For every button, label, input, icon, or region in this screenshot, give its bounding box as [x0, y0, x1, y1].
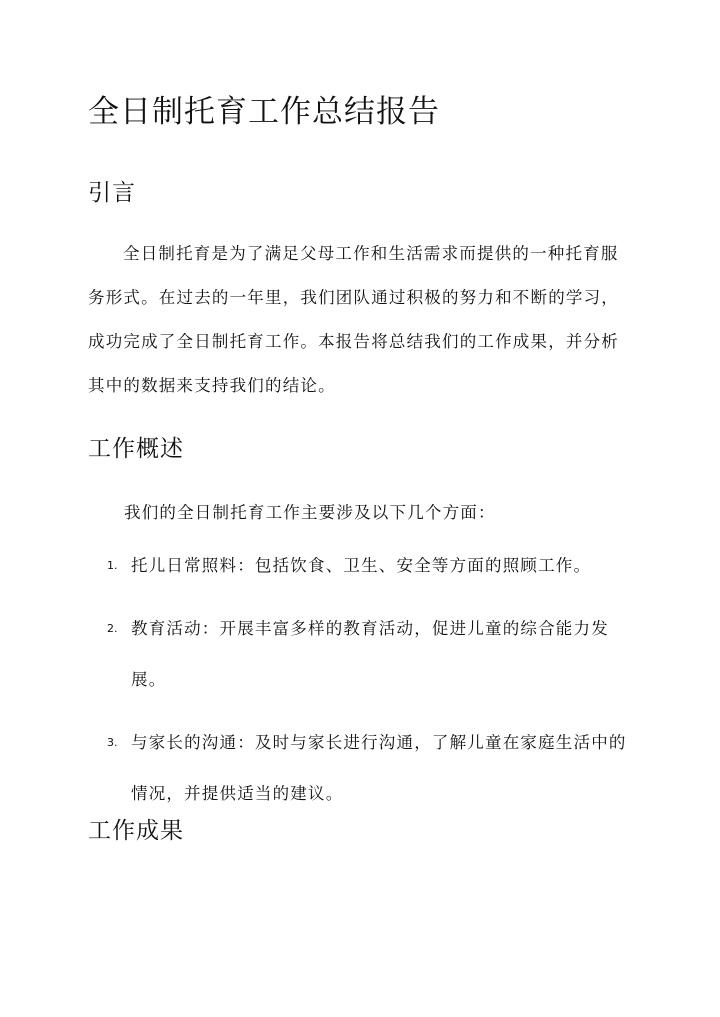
list-item-number: 2.	[107, 622, 118, 635]
list-item	[88, 603, 633, 705]
document-title: 全日制托育工作总结报告	[88, 94, 440, 130]
list-item	[88, 540, 633, 591]
list-item	[88, 717, 633, 819]
list-item-text: 教育活动：开展丰富多样的教育活动，促进儿童的综合能力发展。	[131, 619, 609, 689]
overview-list	[88, 540, 633, 831]
list-item-text: 托儿日常照料：包括饮食、卫生、安全等方面的照顾工作。	[131, 556, 592, 575]
section-heading-results: 工作成果	[88, 818, 184, 844]
list-item-number: 1.	[107, 559, 118, 572]
overview-lead: 我们的全日制托育工作主要涉及以下几个方面：	[124, 503, 496, 522]
intro-paragraph: 全日制托育是为了满足父母工作和生活需求而提供的一种托育服务形式。在过去的一年里，我们团队通过积极的努力和不断的学习，成功完成了全日制托育工作。本报告将总结我们的工作成果，并分析其中的数据来支持我们的结论。	[88, 244, 619, 395]
list-item-text: 与家长的沟通：及时与家长进行沟通，了解儿童在家庭生活中的情况，并提供适当的建议。	[131, 733, 627, 803]
section-heading-intro: 引言	[88, 180, 136, 206]
list-item-number: 3.	[107, 736, 118, 749]
section-heading-overview: 工作概述	[88, 436, 184, 462]
